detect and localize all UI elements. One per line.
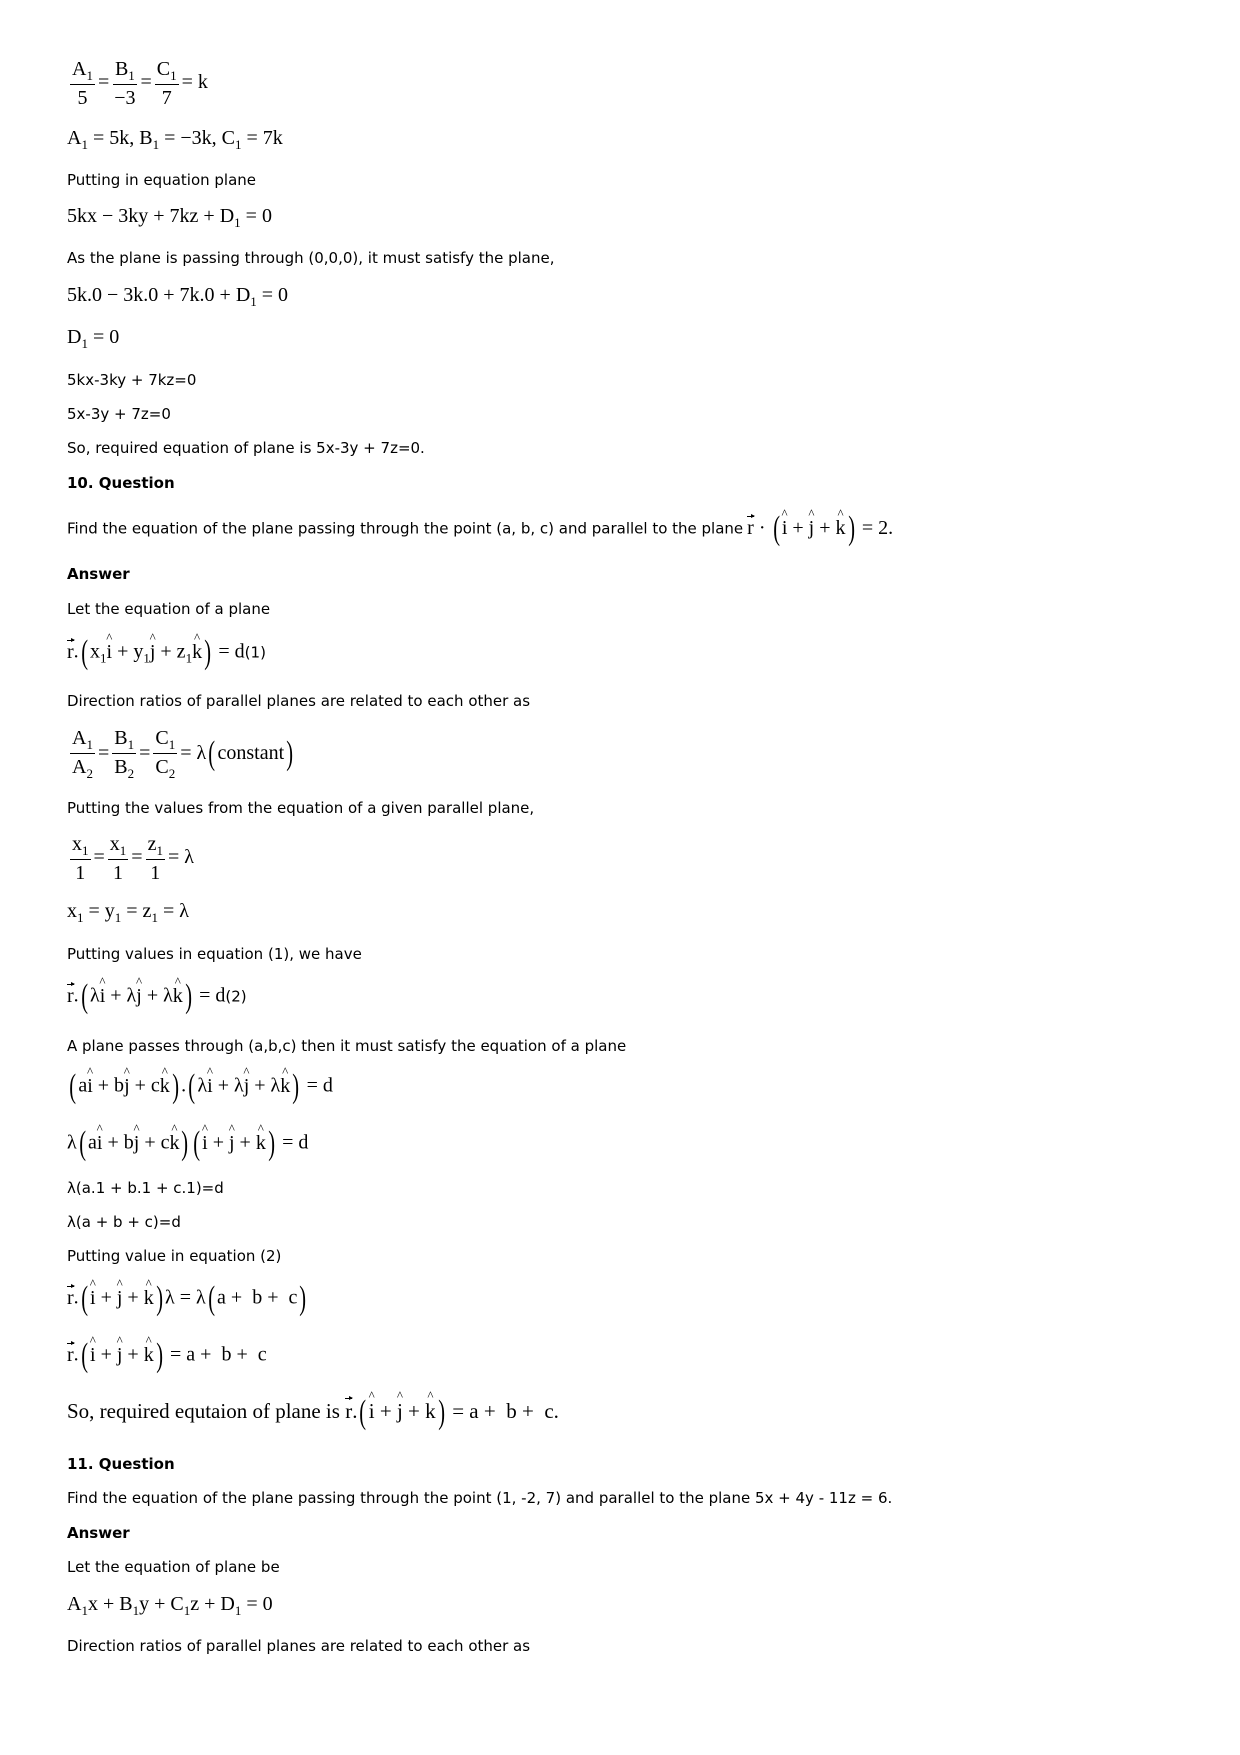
text-direction-ratios-11: Direction ratios of parallel planes are related to each other as	[67, 1637, 531, 1655]
equation-ratio-k: $\frac{A_1}{5}$ = $\frac{B_1}{-3}$ = $\frac{C_1}{7}$ = k	[72, 58, 208, 110]
answer-11-label: Answer	[67, 1524, 130, 1542]
equation-ratio-lambda: $\frac{A_1}{A_2}$ = $\frac{B_1}{B_2}$ = $\frac{C_1}{C_2}$ = λ( constant)	[72, 727, 294, 782]
equation-x1-ratio: $\frac{x_1}{1}$ = $\frac{x_1}{1}$ = $\frac{z_1}{1}$ = λ	[72, 833, 194, 885]
equation-origin-substitution: $5k.0 - 3k.0 + 7k.0 + D_1 = 0$	[67, 284, 289, 309]
question-11-heading: 11. Question	[67, 1455, 175, 1473]
equation-abc-dot: ( a^ i + b^ j + c^ k) .( λ^ i + λ^ j + λ^ k) = d	[67, 1070, 333, 1104]
equation-r-lambda: r.(^ i + ^ j + ^ k) λ = λ( a + b + c)	[67, 1282, 309, 1316]
text-putting-values-eq1: Putting values in equation (1), we have	[67, 945, 362, 963]
equation-tag-2: (2)	[225, 987, 247, 1006]
equation-plane-k: $5kx - 3ky + 7kz + D_1 = 0$	[67, 205, 272, 230]
text-direction-ratios: Direction ratios of parallel planes are related to each other as	[67, 692, 531, 710]
text-putting-value-eq2: Putting value in equation (2)	[67, 1247, 282, 1265]
equation-general-plane: $A_1x + B_1y + C_1z + D_1 = 0$	[67, 1593, 273, 1618]
answer-10-label: Answer	[67, 565, 130, 583]
text-plane-k: 5kx-3ky + 7kz=0	[67, 371, 197, 389]
text-required-plane-10: So, required equtaion of plane is	[67, 1398, 340, 1423]
question-10-text: Find the equation of the plane passing through the point (a, b, c) and parallel to the plane r · (^ i + ^ j + ^ k) = 2.	[67, 512, 893, 546]
text-required-plane-9: So, required equation of plane is 5x-3y + 7z=0.	[67, 439, 425, 457]
equation-1: r.( $x_1\^{}$ $i + y_1\^{}$ $j + z_1\^{}$ k) = d(1)	[67, 636, 266, 670]
equation-x1-lambda: $x_1 = y_1 = z_1 = \lambda$	[67, 900, 189, 925]
equation-2: r.( λ^ i + λ^ j + λ^ k) = d(2)	[67, 980, 247, 1014]
text-lambda-sum: λ(a + b + c)=d	[67, 1213, 181, 1231]
equation-tag-1: (1)	[244, 643, 266, 662]
text-let-equation-plane-be: Let the equation of plane be	[67, 1558, 280, 1576]
text-plane-passes-abc: A plane passes through (a,b,c) then it must satisfy the equation of a plane	[67, 1037, 627, 1055]
text-let-equation-plane: Let the equation of a plane	[67, 600, 271, 618]
text-putting-in-plane: Putting in equation plane	[67, 171, 257, 189]
equation-coefficients: $A_1 = 5k$, $B_1 = -3k$, $C_1 = 7k$	[67, 127, 283, 152]
equation-lambda-abc: λ( a^ i + b^ j + c^ k) (^ i + ^ j + ^ k) = d	[67, 1127, 308, 1161]
equation-required-plane-10: So, required equtaion of plane is r.(^ i + ^ j + ^ k) = a + b + c.	[67, 1396, 559, 1430]
question-10-heading: 10. Question	[67, 474, 175, 492]
equation-r-result: r.(^ i + ^ j + ^ k) = a + b + c	[67, 1339, 267, 1373]
question-11-text: Find the equation of the plane passing through the point (1, -2, 7) and parallel to the plane 5x + 4y - 11z = 6.	[67, 1489, 893, 1507]
text-lambda-dot: λ(a.1 + b.1 + c.1)=d	[67, 1179, 224, 1197]
question-10-statement: Find the equation of the plane passing through the point (a, b, c) and parallel to the plane	[67, 519, 744, 538]
text-origin-satisfy: As the plane is passing through (0,0,0), it must satisfy the plane,	[67, 249, 555, 267]
equation-d1-zero: $D_1 = 0$	[67, 326, 120, 351]
text-plane-simplified: 5x-3y + 7z=0	[67, 405, 171, 423]
text-putting-values-parallel: Putting the values from the equation of a given parallel plane,	[67, 799, 535, 817]
